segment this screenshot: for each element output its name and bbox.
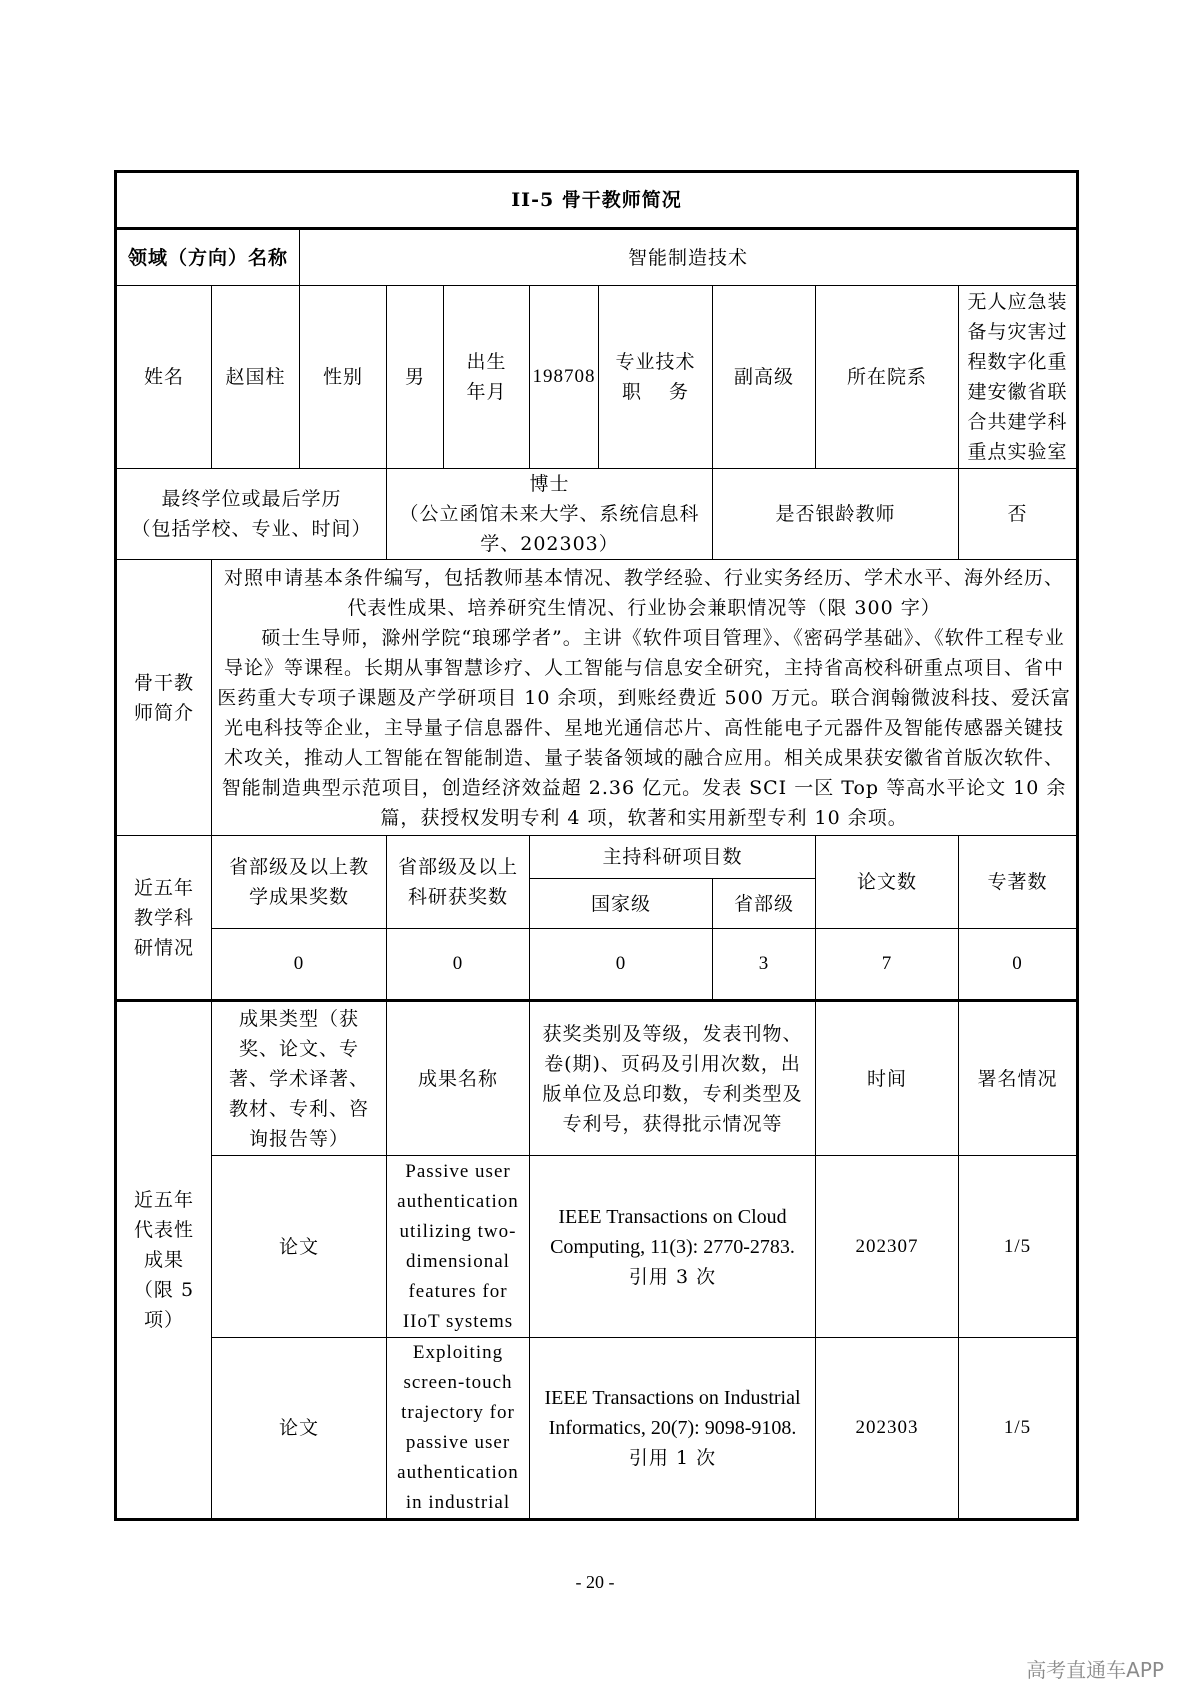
bio-label: 骨干教师简介: [116, 560, 212, 836]
achievement-time-header: 时间: [816, 1001, 959, 1156]
achievement-type: 论文: [212, 1338, 387, 1520]
achievement-detail-cites: 引用 3 次: [628, 1265, 717, 1288]
degree-label: [116, 469, 387, 560]
papers-value: 7: [816, 929, 959, 1001]
watermark: 高考直通车APP: [1026, 1658, 1164, 1682]
bio-content: [212, 560, 1078, 836]
silver-teacher-label: 是否银龄教师: [713, 469, 959, 560]
papers-header: 论文数: [816, 836, 959, 929]
achievement-name-header: 成果名称: [387, 1001, 530, 1156]
title-value: 副高级: [713, 286, 816, 469]
name-label: 姓名: [116, 286, 212, 469]
research-awards-header: 省部级及以上科研获奖数: [387, 836, 530, 929]
provincial-projects-value: 3: [713, 929, 816, 1001]
degree-value: [387, 469, 713, 560]
gender-value: 男: [387, 286, 444, 469]
degree-value-line2: （公立函馆未来大学、系统信息科学、202303）: [399, 503, 700, 555]
title-label-line2: 职 务: [621, 381, 690, 403]
achievement-name: Exploiting screen-touch trajectory for passive user authentication in industrial: [387, 1338, 530, 1520]
gender-label: 性别: [300, 286, 387, 469]
achievement-detail-cites: 引用 1 次: [628, 1447, 717, 1469]
national-projects-value: 0: [530, 929, 713, 1001]
page-number: - 20 -: [575, 1572, 615, 1592]
achievement-author: 1/5: [959, 1156, 1078, 1338]
achievement-type: 论文: [212, 1156, 387, 1338]
achievement-time: 202307: [816, 1156, 959, 1338]
degree-label-line1: 最终学位或最后学历: [161, 488, 342, 510]
birth-value: 198708: [530, 286, 599, 469]
achievement-name: Passive user authentication utilizing two-dimensional features for IIoT systems: [387, 1156, 530, 1338]
dept-value: 无人应急装备与灾害过程数字化重建安徽省联合共建学科重点实验室: [959, 286, 1078, 469]
achievement-author: 1/5: [959, 1338, 1078, 1520]
achievements-label: 近五年代表性成果（限 5 项）: [116, 1001, 212, 1520]
title-label: [599, 286, 713, 469]
achievement-time: 202303: [816, 1338, 959, 1520]
books-header: 专著数: [959, 836, 1078, 929]
section-title: II-5 骨干教师简况: [116, 172, 1078, 229]
achievement-author-header: 署名情况: [959, 1001, 1078, 1156]
research-awards-value: 0: [387, 929, 530, 1001]
bio-instruction: 对照申请基本条件编写，包括教师基本情况、教学经验、行业实务经历、学术水平、海外经历、代表性成果、培养研究生情况、行业协会兼职情况等（限 300 字）: [224, 566, 1065, 619]
stats-label: 近五年教学科研情况: [116, 836, 212, 1001]
teaching-awards-value: 0: [212, 929, 387, 1001]
teacher-profile-table: [114, 170, 1079, 1521]
achievement-detail-citation: IEEE Transactions on Cloud Computing, 11(3): 2770-2783.: [550, 1205, 795, 1258]
projects-header: 主持科研项目数: [530, 836, 816, 879]
bio-text: 硕士生导师，滁州学院“琅琊学者”。主讲《软件项目管理》、《密码学基础》、《软件工程专业导论》等课程。长期从事智慧诊疗、人工智能与信息安全研究，主持省高校科研重点项目、省中医药重大专项子课题及产学研项目 10 余项，到账经费近 500 万元。联合润翰微波科技、爱沃富光电科技等企业，主导量子信息器件、星地光通信芯片、高性能电子元器件及智能传感器关键技术攻关，推动人工智能在智能制造、量子装备领域的融合应用。相关成果获安徽省首版次软件、智能制造典型示范项目，创造经济效益超 2.36 亿元。发表 SCI 一区 Top 等高水平论文 10 余篇，获授权发明专利 4 项，软著和实用新型专利 10 余项。: [217, 626, 1071, 829]
achievement-detail-header: 获奖类别及等级，发表刊物、卷(期)、页码及引用次数，出版单位及总印数，专利类型及专利号，获得批示情况等: [530, 1001, 816, 1156]
name-value: 赵国柱: [212, 286, 300, 469]
achievement-detail-citation: IEEE Transactions on Industrial Informatics, 20(7): 9098-9108.: [544, 1387, 801, 1439]
achievement-detail: [530, 1338, 816, 1520]
degree-value-line1: 博士: [529, 473, 570, 495]
books-value: 0: [959, 929, 1078, 1001]
achievement-detail: [530, 1156, 816, 1338]
teaching-awards-header: 省部级及以上教学成果奖数: [212, 836, 387, 929]
provincial-header: 省部级: [713, 879, 816, 929]
birth-label: [444, 286, 530, 469]
degree-label-line2: （包括学校、专业、时间）: [131, 518, 372, 540]
birth-label-line2: 年月: [466, 381, 507, 403]
achievement-type-header: 成果类型（获奖、论文、专著、学术译著、教材、专利、咨询报告等）: [212, 1001, 387, 1156]
field-label: 领域（方向）名称: [116, 229, 300, 286]
silver-teacher-value: 否: [959, 469, 1078, 560]
dept-label: 所在院系: [816, 286, 959, 469]
birth-label-line1: 出生: [466, 351, 507, 373]
title-label-line1: 专业技术: [615, 351, 696, 373]
national-header: 国家级: [530, 879, 713, 929]
field-value: 智能制造技术: [300, 229, 1078, 286]
